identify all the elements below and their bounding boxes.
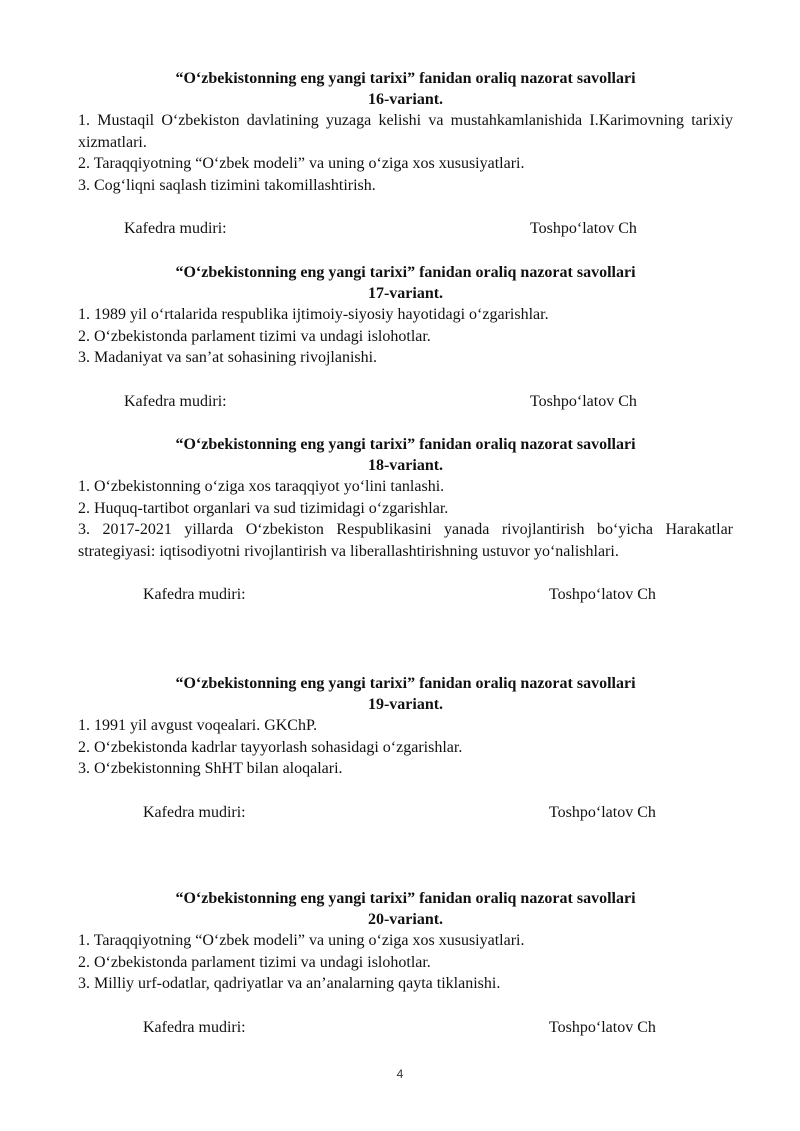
variant-block-16 xyxy=(78,68,733,240)
signature-name: Toshpo‘latov Ch xyxy=(530,392,637,410)
signature-line xyxy=(78,1017,733,1039)
signature-role: Kafedra mudiri: xyxy=(143,803,246,821)
block-title: “O‘zbekistonning eng yangi tarixi” fanidan oraliq nazorat savollari xyxy=(175,436,636,453)
signature-role: Kafedra mudiri: xyxy=(124,220,227,237)
question-2: 2. O‘zbekistonda kadrlar tayyorlash sohasidagi o‘zgarishlar. xyxy=(78,738,463,756)
question-3: 3. 2017-2021 yillarda O‘zbekiston Respublikasini yanada rivojlantirish bo‘yicha Harakatlar strategiyasi: iqtisodiyotni rivojlantirish va liberallashtirishning ustuvor yo‘nalishlari. xyxy=(78,521,733,560)
block-title: “O‘zbekistonning eng yangi tarixi” fanidan oraliq nazorat savollari xyxy=(175,675,636,692)
question-3: 3. Cog‘liqni saqlash tizimini takomillashtirish. xyxy=(78,176,376,194)
block-title: “O‘zbekistonning eng yangi tarixi” fanidan oraliq nazorat savollari xyxy=(175,890,636,907)
variant-label: 19-variant. xyxy=(367,696,444,713)
question-2: 2. O‘zbekistonda parlament tizimi va undagi islohotlar. xyxy=(78,327,431,345)
signature-line xyxy=(78,391,733,413)
question-3: 3. O‘zbekistonning ShHT bilan aloqalari. xyxy=(78,760,343,777)
signature-name: Toshpo‘latov Ch xyxy=(549,586,656,603)
signature-name: Toshpo‘latov Ch xyxy=(549,1018,656,1036)
signature-role: Kafedra mudiri: xyxy=(124,392,227,410)
signature-role: Kafedra mudiri: xyxy=(143,586,246,603)
variant-block-19 xyxy=(78,673,733,824)
block-title: “O‘zbekistonning eng yangi tarixi” fanidan oraliq nazorat savollari xyxy=(175,70,636,87)
signature-line xyxy=(78,802,733,824)
question-1: 1. Mustaqil O‘zbekiston davlatining yuzaga kelishi va mustahkamlanishida I.Karimovning tarixiy xizmatlari. xyxy=(78,112,733,151)
variant-label: 20-variant. xyxy=(367,911,444,928)
variant-label: 17-variant. xyxy=(367,285,444,302)
page-number: 4 xyxy=(396,1067,404,1081)
question-3: 3. Milliy urf-odatlar, qadriyatlar va an’analarning qayta tiklanishi. xyxy=(78,975,501,992)
question-1: 1. 1989 yil o‘rtalarida respublika ijtimoiy-siyosiy hayotidagi o‘zgarishlar. xyxy=(78,306,549,323)
question-3: 3. Madaniyat va san’at sohasining rivojlanishi. xyxy=(78,349,378,366)
signature-line xyxy=(78,218,733,240)
question-1: 1. 1991 yil avgust voqealari. GKChP. xyxy=(78,717,318,734)
variant-block-18 xyxy=(78,434,733,606)
signature-line xyxy=(78,584,733,606)
variant-label: 16-variant. xyxy=(367,91,444,108)
question-2: 2. Taraqqiyotning “O‘zbek modeli” va uning o‘ziga xos xususiyatlari. xyxy=(78,155,525,172)
signature-name: Toshpo‘latov Ch xyxy=(530,220,637,237)
signature-name: Toshpo‘latov Ch xyxy=(549,803,656,821)
variant-block-17 xyxy=(78,262,733,413)
question-2: 2. O‘zbekistonda parlament tizimi va undagi islohotlar. xyxy=(78,953,431,971)
question-1: 1. O‘zbekistonning o‘ziga xos taraqqiyot yo‘lini tanlashi. xyxy=(78,478,445,495)
question-1: 1. Taraqqiyotning “O‘zbek modeli” va uning o‘ziga xos xususiyatlari. xyxy=(78,932,525,949)
question-2: 2. Huquq-tartibot organlari va sud tizimidagi o‘zgarishlar. xyxy=(78,499,449,517)
signature-role: Kafedra mudiri: xyxy=(143,1018,246,1036)
block-title: “O‘zbekistonning eng yangi tarixi” fanidan oraliq nazorat savollari xyxy=(175,264,636,281)
variant-label: 18-variant. xyxy=(367,457,444,474)
variant-block-20 xyxy=(78,888,733,1039)
